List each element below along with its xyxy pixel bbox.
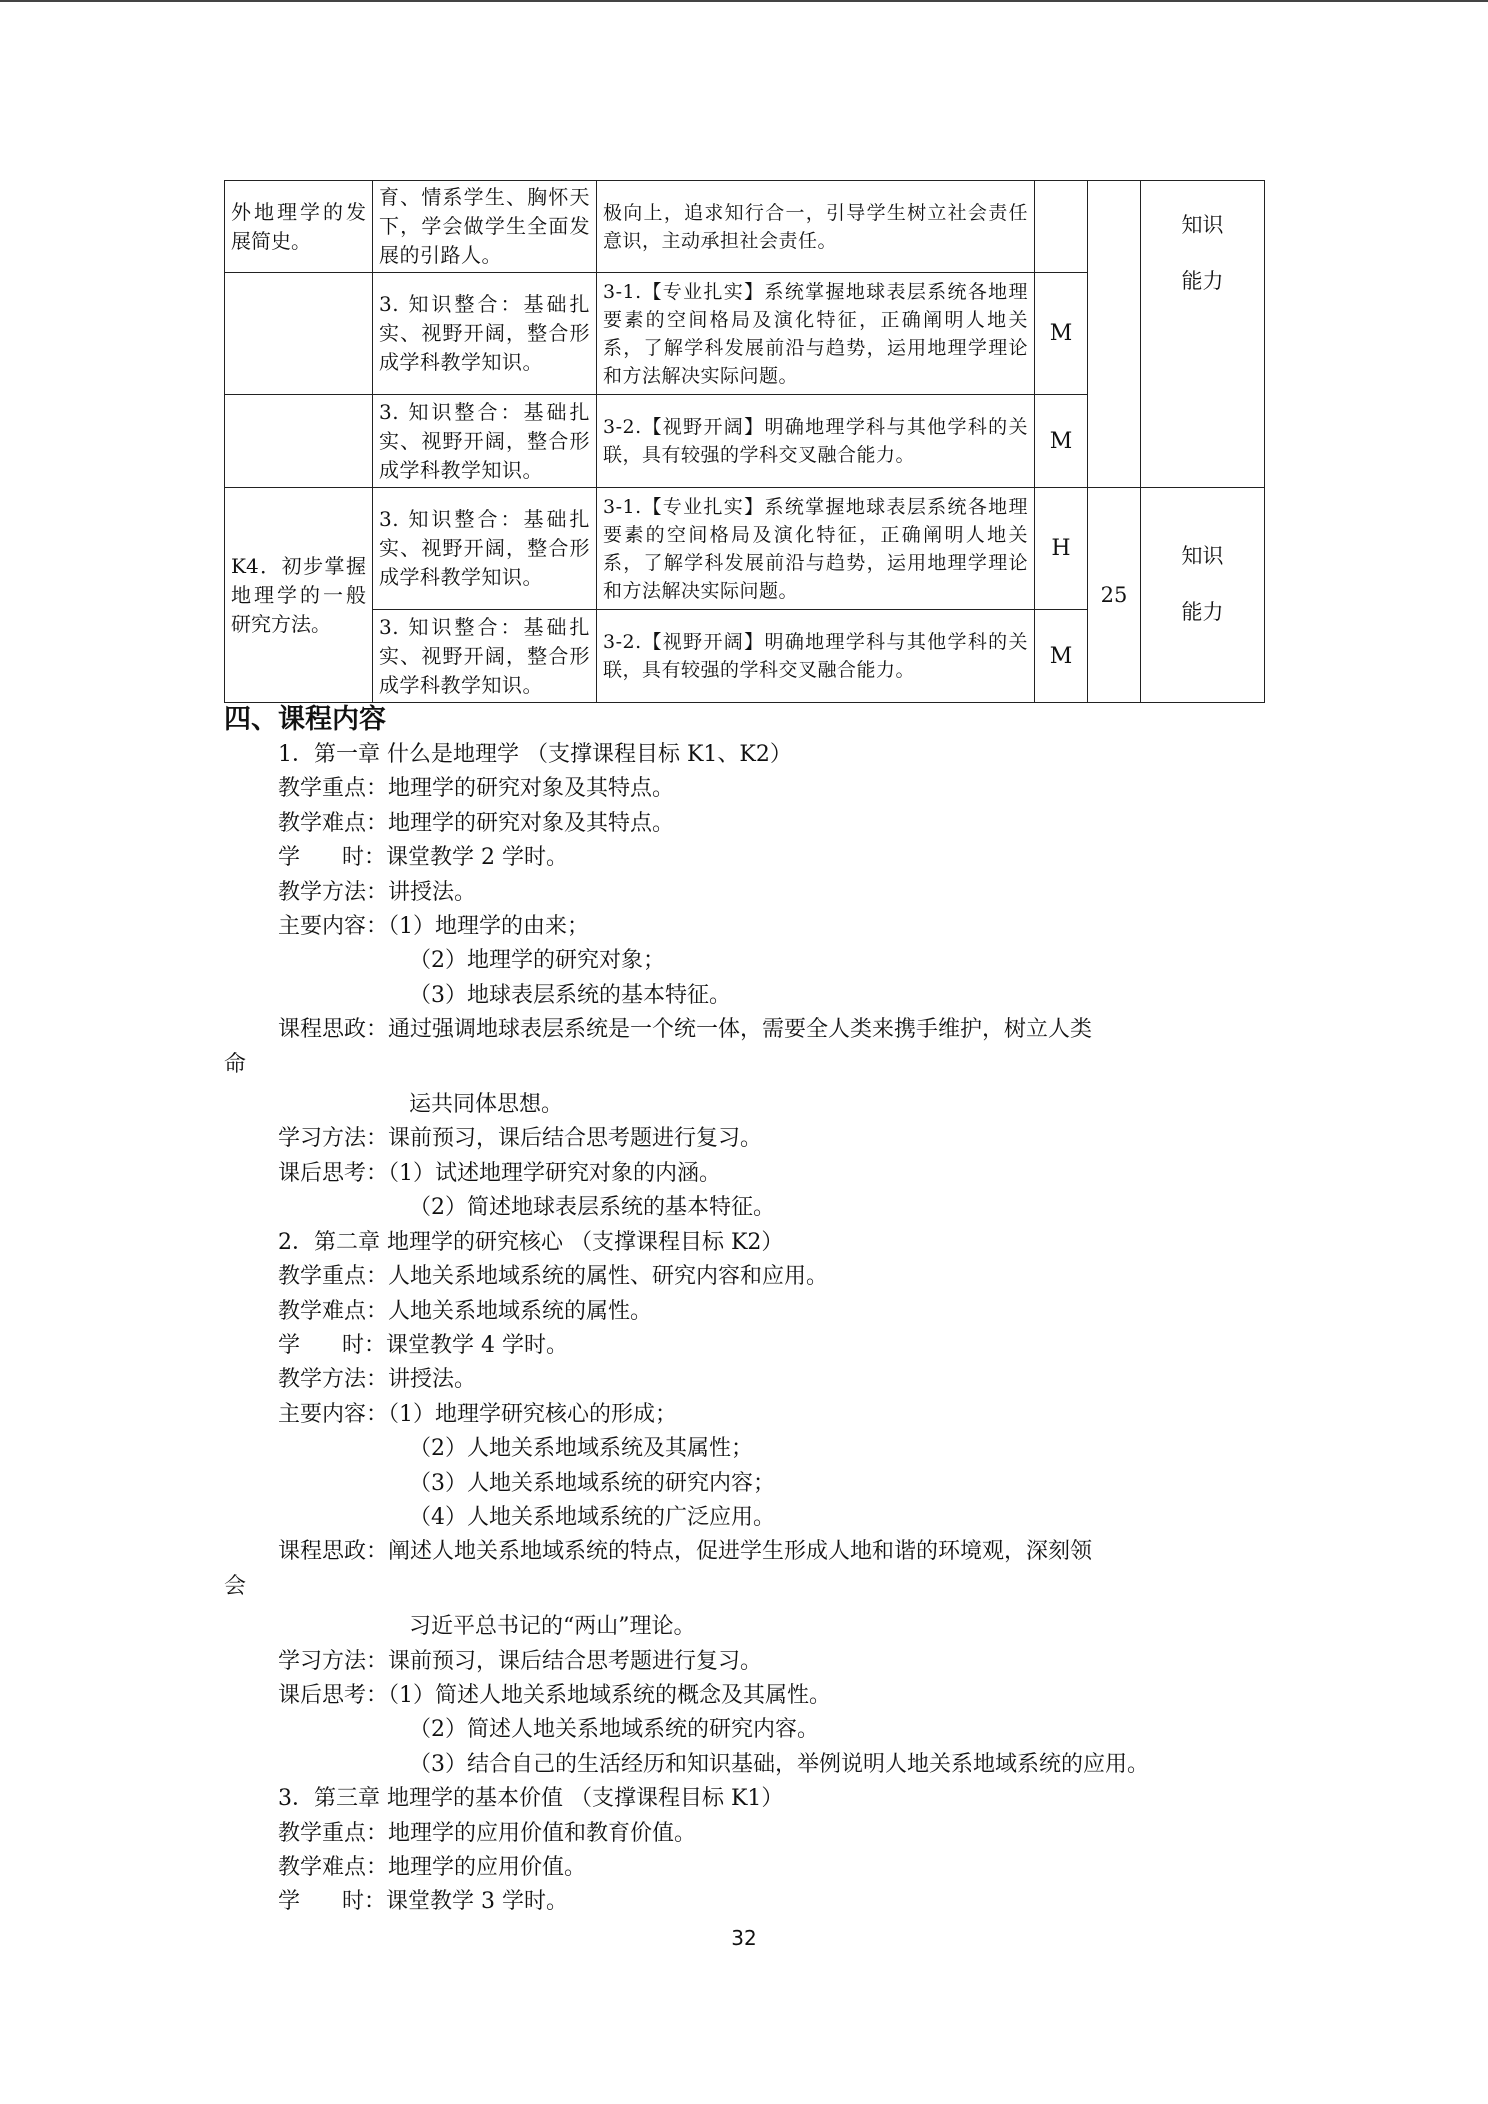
- content-line: （2）人地关系地域系统及其属性；: [409, 1436, 753, 1462]
- content-line: （3）地球表层系统的基本特征。: [409, 982, 731, 1008]
- content-line: 教学难点：人地关系地域系统的属性。: [278, 1298, 653, 1324]
- weight-cell: [1088, 181, 1141, 488]
- course-content-section: [224, 702, 1274, 1920]
- graduation-requirement-cell: 3. 知识整合：基础扎实、视野开阔，整合形成学科教学知识。: [373, 273, 597, 395]
- support-level-cell: M: [1035, 273, 1088, 395]
- content-line: 运共同体思想。: [409, 1092, 564, 1118]
- indicator-cell: 3-2.【视野开阔】明确地理学科与其他学科的关联，具有较强的学科交叉融合能力。: [597, 610, 1035, 703]
- content-line: （4）人地关系地域系统的广泛应用。: [409, 1504, 775, 1530]
- indicator-cell: 3-1.【专业扎实】系统掌握地球表层系统各地理要素的空间格局及演化特征，正确阐明人地关系，了解学科发展前沿与趋势，运用地理学理论和方法解决实际问题。: [597, 488, 1035, 610]
- table-row: [225, 181, 1265, 273]
- chapter-heading: 1．第一章 什么是地理学 （支撑课程目标 K1、K2）: [278, 742, 792, 767]
- course-goal-cell: [225, 395, 373, 488]
- course-goal-cell: [225, 273, 373, 395]
- content-line: 课后思考：（1）简述人地关系地域系统的概念及其属性。: [278, 1682, 831, 1708]
- course-goal-cell: 外地理学的发展简史。: [225, 181, 373, 273]
- graduation-requirement-cell: 3. 知识整合：基础扎实、视野开阔，整合形成学科教学知识。: [373, 395, 597, 488]
- type-label: 能力: [1181, 269, 1224, 293]
- course-goal-cell: K4．初步掌握地理学的一般研究方法。: [225, 488, 373, 703]
- content-line: （2）地理学的研究对象；: [409, 948, 665, 974]
- chapter-heading: 3．第三章 地理学的基本价值 （支撑课程目标 K1）: [278, 1786, 784, 1812]
- content-line: 学 时：课堂教学 3 学时。: [278, 1889, 568, 1915]
- table-row: [225, 488, 1265, 610]
- graduation-requirement-cell: 3. 知识整合：基础扎实、视野开阔，整合形成学科教学知识。: [373, 610, 597, 703]
- content-line: 教学难点：地理学的应用价值。: [278, 1855, 587, 1880]
- support-level-cell: [1035, 181, 1088, 273]
- objective-type-cell: [1141, 181, 1265, 488]
- type-label: 知识: [1181, 213, 1224, 237]
- chapter-heading: 2．第二章 地理学的研究核心 （支撑课程目标 K2）: [278, 1229, 784, 1255]
- content-line: 教学重点：人地关系地域系统的属性、研究内容和应用。: [278, 1264, 829, 1290]
- content-line: 学习方法：课前预习，课后结合思考题进行复习。: [278, 1126, 763, 1152]
- content-line: 教学难点：地理学的研究对象及其特点。: [278, 810, 675, 836]
- content-line: 课后思考：（1）试述地理学研究对象的内涵。: [278, 1160, 721, 1186]
- course-objective-table: [224, 180, 1265, 703]
- content-line: （2）简述人地关系地域系统的研究内容。: [409, 1717, 819, 1743]
- content-line: 教学方法：讲授法。: [278, 1367, 477, 1393]
- graduation-requirement-cell: 育、情系学生、胸怀天下，学会做学生全面发展的引路人。: [373, 181, 597, 273]
- content-line: 习近平总书记的“两山”理论。: [409, 1614, 696, 1640]
- content-line: 主要内容：（1）地理学的由来；: [278, 914, 589, 940]
- top-border: [0, 0, 1488, 2]
- support-level-cell: M: [1035, 610, 1088, 703]
- support-level-cell: H: [1035, 488, 1088, 610]
- content-line: 主要内容：（1）地理学研究核心的形成；: [278, 1401, 677, 1427]
- content-line: 课程思政：阐述人地关系地域系统的特点，促进学生形成人地和谐的环境观，深刻领: [278, 1539, 1093, 1565]
- indicator-cell: 3-1.【专业扎实】系统掌握地球表层系统各地理要素的空间格局及演化特征，正确阐明人地关系，了解学科发展前沿与趋势，运用地理学理论和方法解决实际问题。: [597, 273, 1035, 395]
- content-line: 学习方法：课前预习，课后结合思考题进行复习。: [278, 1648, 763, 1674]
- support-level-cell: M: [1035, 395, 1088, 488]
- indicator-cell: 极向上，追求知行合一，引导学生树立社会责任意识，主动承担社会责任。: [597, 181, 1035, 273]
- content-line: （3）人地关系地域系统的研究内容；: [409, 1470, 775, 1496]
- content-line: 教学重点：地理学的研究对象及其特点。: [278, 776, 675, 802]
- content-line: （2）简述地球表层系统的基本特征。: [409, 1195, 775, 1221]
- section-heading: 四、课程内容: [224, 704, 386, 735]
- content-line: 学 时：课堂教学 4 学时。: [278, 1332, 568, 1358]
- content-line: 学 时：课堂教学 2 学时。: [278, 845, 568, 871]
- indicator-cell: 3-2.【视野开阔】明确地理学科与其他学科的关联，具有较强的学科交叉融合能力。: [597, 395, 1035, 488]
- graduation-requirement-cell: 3. 知识整合：基础扎实、视野开阔，整合形成学科教学知识。: [373, 488, 597, 610]
- content-line: 会: [224, 1573, 247, 1599]
- weight-cell: 25: [1088, 488, 1141, 703]
- type-label: 知识: [1181, 544, 1224, 568]
- content-line: 教学重点：地理学的应用价值和教育价值。: [278, 1820, 697, 1846]
- content-line: （3）结合自己的生活经历和知识基础，举例说明人地关系地域系统的应用。: [409, 1751, 1149, 1777]
- objective-type-cell: [1141, 488, 1265, 703]
- content-line: 课程思政：通过强调地球表层系统是一个统一体，需要全人类来携手维护，树立人类: [278, 1017, 1093, 1043]
- page-number: 32: [731, 1926, 757, 1950]
- content-line: 命: [224, 1051, 247, 1077]
- type-label: 能力: [1181, 600, 1224, 624]
- content-line: 教学方法：讲授法。: [278, 879, 477, 905]
